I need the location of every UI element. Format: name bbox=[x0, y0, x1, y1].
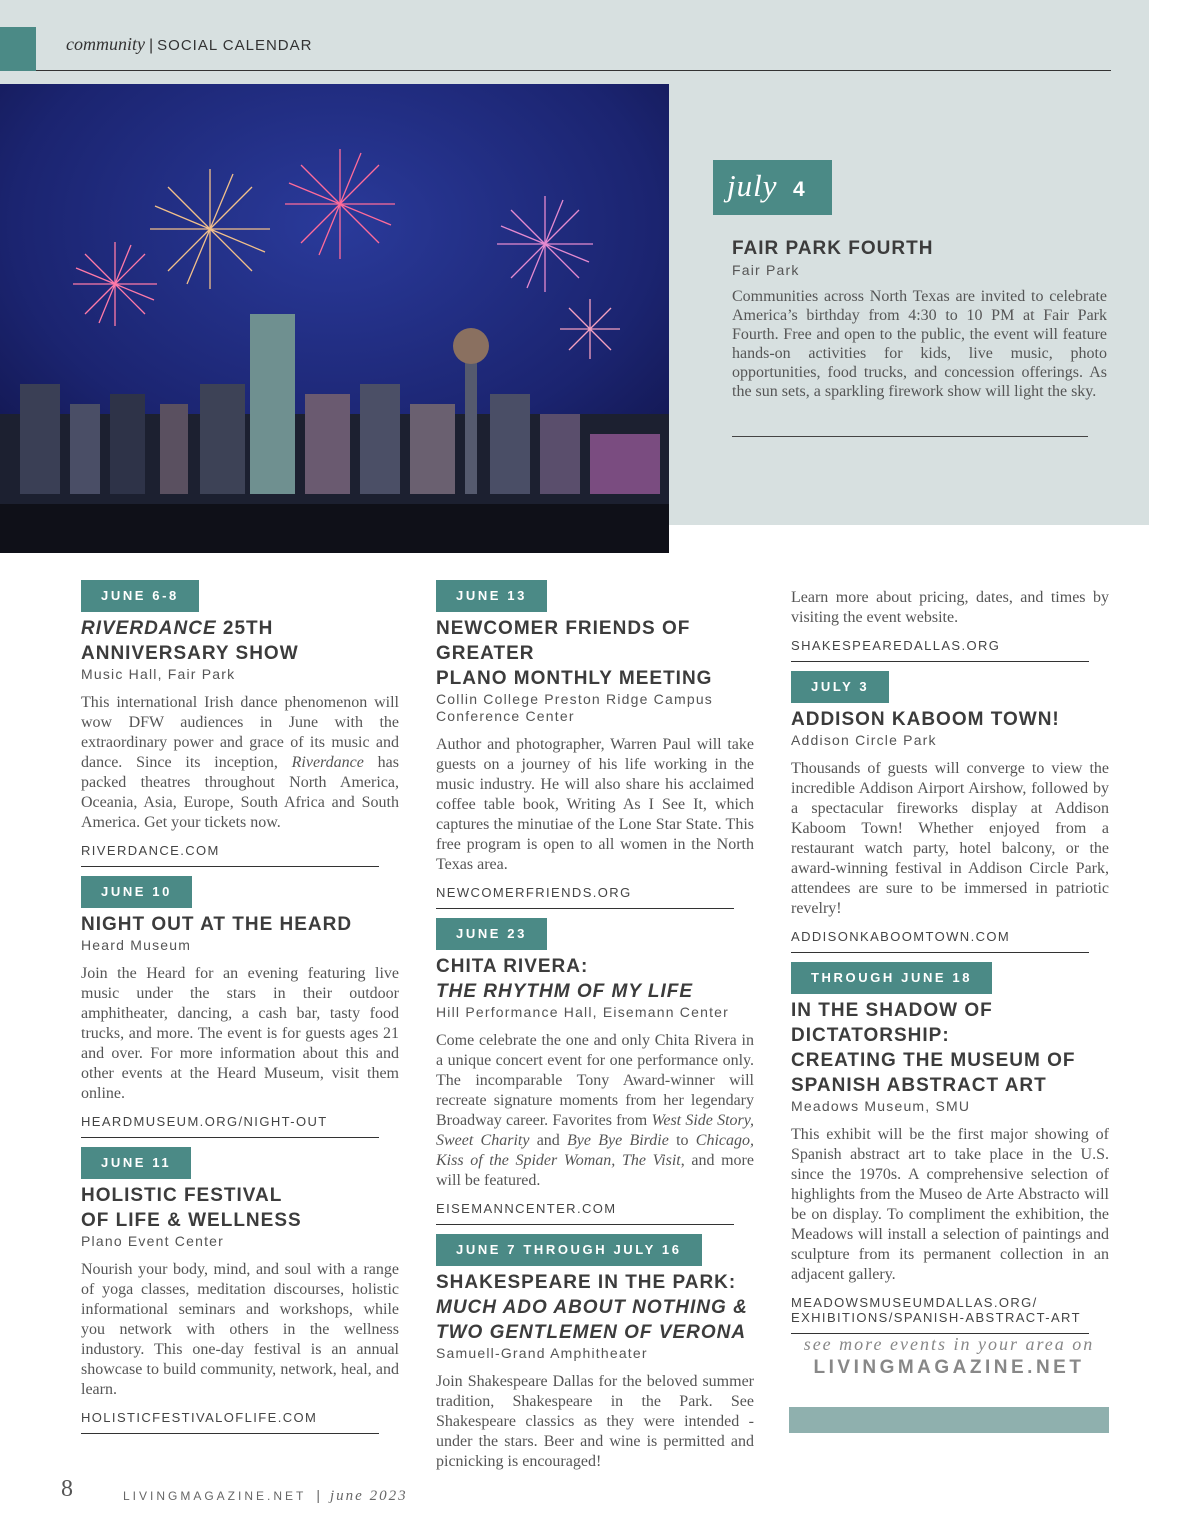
event-rule bbox=[791, 952, 1089, 953]
event-addison-kaboom bbox=[791, 671, 1109, 953]
decorative-bar bbox=[789, 1407, 1109, 1433]
body-text: has packed theatres throughout North America, Oceania, Asia, Europe, South Africa and South America. Get your tickets now. bbox=[81, 754, 399, 831]
venue-line: Conference Center bbox=[436, 708, 575, 724]
body-text: , and more will be featured. bbox=[436, 1152, 754, 1189]
event-venue: Heard Museum bbox=[81, 937, 192, 953]
event-date-tag: JUNE 7 THROUGH JULY 16 bbox=[436, 1234, 702, 1266]
fireworks-skyline-illustration bbox=[0, 84, 669, 553]
event-title: NIGHT OUT AT THE HEARD bbox=[81, 914, 353, 935]
event-venue: Meadows Museum, SMU bbox=[791, 1098, 971, 1114]
footer bbox=[123, 1487, 408, 1505]
event-url[interactable] bbox=[791, 1295, 1109, 1325]
event-title-italic: MUCH ADO ABOUT NOTHING & bbox=[436, 1297, 748, 1318]
event-body: Author and photographer, Warren Paul will take guests on a journey of his life working in the music industry. He will also share his acclaimed coffee table book, Writing As I See It, which captures the minutiae of the Lone Star State. This free program is open to all women in the North Texas area. bbox=[436, 736, 754, 873]
event-venue: Music Hall, Fair Park bbox=[81, 666, 236, 682]
event-title-part: SHAKESPEARE IN THE PARK: bbox=[436, 1272, 737, 1293]
event-url[interactable]: RIVERDANCE.COM bbox=[81, 843, 220, 858]
page-number: 8 bbox=[61, 1476, 73, 1502]
body-italic: Bye Bye Birdie bbox=[567, 1132, 669, 1149]
event-date-tag: JUNE 10 bbox=[81, 876, 192, 908]
event-body: Learn more about pricing, dates, and times by visiting the event website. bbox=[791, 589, 1109, 626]
event-date-tag: JUNE 13 bbox=[436, 580, 547, 612]
event-shakespeare-continued bbox=[791, 588, 1109, 662]
feature-title: FAIR PARK FOURTH bbox=[732, 238, 934, 259]
body-text: to bbox=[668, 1132, 696, 1149]
event-body: Join the Heard for an evening featuring live music under the stars in their outdoor amphitheater, dancing, a cash bar, tasty food trucks, and more. The event is for guests ages 21 and over. For more information about this and other events at the Heard Museum, visit them online. bbox=[81, 965, 399, 1102]
body-italic: West Side Story, Sweet Charity bbox=[436, 1112, 754, 1149]
event-url[interactable]: SHAKESPEAREDALLAS.ORG bbox=[791, 638, 1001, 653]
footer-site: LIVINGMAGAZINE.NET bbox=[123, 1489, 307, 1503]
see-more-text: see more events in your area on bbox=[803, 1334, 1095, 1354]
event-body bbox=[436, 1031, 754, 1191]
section-separator: | bbox=[148, 37, 154, 54]
event-url[interactable]: HEARDMUSEUM.ORG/NIGHT-OUT bbox=[81, 1114, 328, 1129]
event-riverdance bbox=[81, 580, 399, 867]
column-3 bbox=[791, 588, 1109, 1343]
event-rule bbox=[436, 1224, 734, 1225]
event-body bbox=[81, 693, 399, 833]
feature-rule bbox=[732, 436, 1088, 437]
event-shakespeare-park bbox=[436, 1234, 754, 1472]
feature-date-badge bbox=[713, 160, 832, 215]
event-title-part: ANNIVERSARY SHOW bbox=[81, 643, 299, 664]
section-name: community bbox=[66, 34, 145, 54]
see-more-promo bbox=[789, 1334, 1109, 1379]
body-italic: Riverdance bbox=[291, 754, 364, 771]
event-date-tag: JUNE 11 bbox=[81, 1147, 191, 1179]
body-text: Come celebrate the one and only Chita Rivera in a unique concert event for one performance only. The incomparable Tony Award-winner will recreate signature moments from her legendary Broadway career. Favorites from bbox=[436, 1032, 754, 1129]
event-title-part: OF LIFE & WELLNESS bbox=[81, 1210, 302, 1231]
event-holistic-festival bbox=[81, 1147, 399, 1434]
event-title-part: SPANISH ABSTRACT ART bbox=[791, 1075, 1047, 1096]
body-text: and bbox=[529, 1132, 568, 1149]
event-title bbox=[436, 1270, 754, 1345]
event-venue: Hill Performance Hall, Eisemann Center bbox=[436, 1004, 730, 1020]
event-body: Join Shakespeare Dallas for the beloved summer tradition, Shakespeare in the Park. See Shakespeare classics as they were intended - under the stars. Beer and wine is permitted and picnicking is encouraged! bbox=[436, 1373, 754, 1470]
event-shadow-dictatorship bbox=[791, 962, 1109, 1334]
event-title-part: PLANO MONTHLY MEETING bbox=[436, 668, 713, 689]
event-rule bbox=[81, 866, 379, 867]
event-title: ADDISON KABOOM TOWN! bbox=[791, 709, 1060, 730]
feature-day: 4 bbox=[793, 178, 805, 201]
event-title bbox=[436, 954, 754, 1004]
event-venue: Addison Circle Park bbox=[791, 732, 937, 748]
event-title bbox=[436, 616, 754, 691]
url-line[interactable]: MEADOWSMUSEUMDALLAS.ORG/ bbox=[791, 1295, 1038, 1310]
event-title bbox=[81, 616, 399, 666]
event-date-tag: JUNE 6-8 bbox=[81, 580, 199, 612]
event-url[interactable]: HOLISTICFESTIVALOFLIFE.COM bbox=[81, 1410, 318, 1425]
event-title-italic: RIVERDANCE bbox=[81, 618, 217, 639]
event-chita-rivera bbox=[436, 918, 754, 1225]
event-rule bbox=[436, 908, 734, 909]
feature-body: Communities across North Texas are invited to celebrate America’s birthday from 4:30 to 10 PM at Fair Park Fourth. Free and open to the public, the event will feature hands-on activities for kids, live music, photo opportunities, food trucks, and concession offerings. As the sun sets, a sparkling firework show will light the sky. bbox=[732, 288, 1107, 400]
event-rule bbox=[791, 661, 1089, 662]
feature-event bbox=[732, 238, 1107, 401]
feature-venue: Fair Park bbox=[732, 262, 800, 278]
fireworks-photo bbox=[0, 84, 669, 553]
header-rule bbox=[36, 70, 1111, 71]
column-2 bbox=[436, 580, 754, 1481]
event-title-part: HOLISTIC FESTIVAL bbox=[81, 1185, 283, 1206]
event-url[interactable]: ADDISONKABOOMTOWN.COM bbox=[791, 929, 1011, 944]
event-body: This exhibit will be the first major showing of Spanish abstract art to take place in the U.S. since the 1970s. A comprehensive selection of highlights from the Museo de Arte Abstracto will be on display. To compliment the exhibition, the Meadows will install a selection of paintings and sculpture from its permanent collection in an adjacent gallery. bbox=[791, 1126, 1109, 1283]
event-title-part: CREATING THE MUSEUM OF bbox=[791, 1050, 1076, 1071]
event-rule bbox=[81, 1137, 379, 1138]
event-title-part: CHITA RIVERA: bbox=[436, 956, 589, 977]
feature-month: july bbox=[727, 168, 778, 203]
event-venue: Samuell-Grand Amphitheater bbox=[436, 1345, 648, 1361]
venue-line: Collin College Preston Ridge Campus bbox=[436, 691, 714, 707]
event-url[interactable]: EISEMANNCENTER.COM bbox=[436, 1201, 617, 1216]
event-title-part: NEWCOMER FRIENDS OF GREATER bbox=[436, 618, 691, 664]
event-date-tag: JUNE 23 bbox=[436, 918, 547, 950]
footer-separator: | bbox=[316, 1487, 320, 1503]
body-italic: Chicago, Kiss of the Spider Woman, The Visit bbox=[436, 1132, 754, 1169]
event-title-italic: THE RHYTHM OF MY LIFE bbox=[436, 981, 694, 1002]
see-more-link[interactable]: LIVINGMAGAZINE.NET bbox=[813, 1357, 1085, 1378]
event-url[interactable]: NEWCOMERFRIENDS.ORG bbox=[436, 885, 632, 900]
event-night-out-heard bbox=[81, 876, 399, 1138]
event-body: Thousands of guests will converge to view the incredible Addison Airport Airshow, followed by a spectacular fireworks display at Addison Kaboom Town! Whether enjoyed from a restaurant watch party, hotel balcony, or the award-winning festival in Addison Circle Park, attendees are sure to be immersed in patriotic revelry! bbox=[791, 760, 1109, 917]
event-title bbox=[81, 1183, 399, 1233]
event-title bbox=[791, 998, 1109, 1098]
event-date-tag: THROUGH JUNE 18 bbox=[791, 962, 992, 994]
event-venue bbox=[436, 691, 754, 725]
footer-issue: june 2023 bbox=[330, 1488, 408, 1504]
url-line[interactable]: EXHIBITIONS/SPANISH-ABSTRACT-ART bbox=[791, 1310, 1081, 1325]
column-1 bbox=[81, 580, 399, 1443]
section-label bbox=[66, 34, 312, 55]
event-title-part: IN THE SHADOW OF DICTATORSHIP: bbox=[791, 1000, 993, 1046]
event-title-italic: TWO GENTLEMEN OF VERONA bbox=[436, 1322, 747, 1343]
event-body: Nourish your body, mind, and soul with a range of yoga classes, meditation discourses, holistic informational seminars and workshops, while you network with others in the wellness industory. This one-day festival is an annual showcase to build community, network, heal, and learn. bbox=[81, 1261, 399, 1398]
event-venue: Plano Event Center bbox=[81, 1233, 225, 1249]
event-title-part: 25TH bbox=[216, 618, 274, 639]
event-rule bbox=[81, 1433, 379, 1434]
event-date-tag: JULY 3 bbox=[791, 671, 889, 703]
section-title: SOCIAL CALENDAR bbox=[157, 37, 313, 54]
event-newcomer-friends bbox=[436, 580, 754, 909]
section-tab bbox=[0, 27, 36, 71]
body-text: This international Irish dance phenomenon will wow DFW audiences in June with the extraordinary power and grace of its music and dance. Since its inception, bbox=[81, 694, 399, 771]
